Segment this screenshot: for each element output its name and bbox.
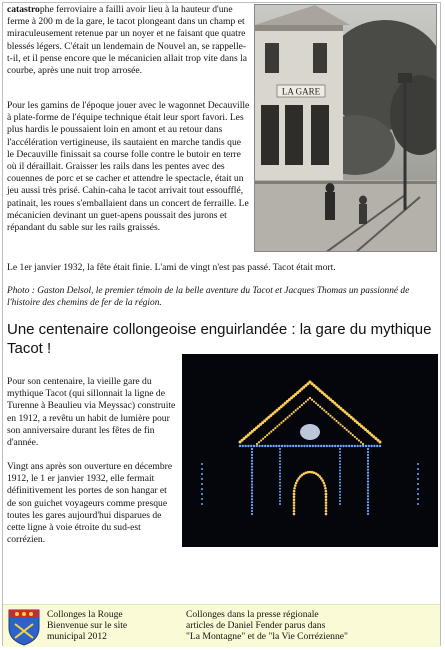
light-bulb (313, 400, 315, 402)
light-bulb (339, 503, 341, 505)
light-bulb (337, 445, 339, 447)
light-bulb (417, 488, 419, 490)
light-bulb (251, 513, 253, 515)
light-bulb (350, 432, 352, 434)
light-bulb (339, 476, 341, 478)
light-bulb (201, 473, 203, 475)
light-bulb (303, 402, 305, 404)
light-bulb (278, 423, 280, 425)
light-bulb (367, 498, 369, 500)
light-bulb (289, 445, 291, 447)
light-bulb (352, 434, 354, 436)
light-bulb (325, 504, 328, 507)
light-bulb (279, 494, 281, 496)
light-bulb (201, 493, 203, 495)
light-bulb (367, 513, 369, 515)
light-bulb (293, 510, 296, 513)
light-bulb (362, 445, 364, 447)
light-bulb (356, 445, 358, 447)
light-bulb (417, 503, 419, 505)
footer-home-line-2: Bienvenue sur le site (47, 620, 128, 632)
light-bulb (251, 498, 253, 500)
light-bulb (279, 466, 281, 468)
light-bulb (270, 445, 272, 447)
light-bulb (251, 483, 253, 485)
light-bulb (367, 501, 369, 503)
light-bulb (264, 436, 266, 438)
light-bulb (417, 493, 419, 495)
light-bulb (417, 478, 419, 480)
light-bulb (279, 463, 281, 465)
light-bulb (279, 460, 281, 462)
light-bulb (289, 415, 291, 417)
light-bulb (348, 445, 350, 447)
light-bulb (346, 429, 348, 431)
light-bulb (314, 445, 316, 447)
light-bulb (201, 463, 203, 465)
light-bulb (328, 445, 330, 447)
light-bulb (367, 448, 369, 450)
light-bulb (324, 487, 327, 490)
coat-of-arms-icon (7, 608, 41, 646)
light-bulb (325, 513, 328, 516)
light-bulb (298, 445, 300, 447)
light-bulb (360, 441, 362, 443)
light-bulb (293, 513, 296, 516)
light-bulb (251, 460, 253, 462)
light-bulb (282, 420, 284, 422)
light-bulb (279, 488, 281, 490)
paragraph-accident-lead: catastro (7, 4, 40, 15)
light-bulb (293, 496, 296, 499)
light-bulb (417, 463, 419, 465)
light-bulb (339, 454, 341, 456)
light-bulb (358, 439, 360, 441)
light-bulb (339, 479, 341, 481)
light-bulb (367, 504, 369, 506)
light-bulb (329, 415, 331, 417)
light-bulb (251, 451, 253, 453)
light-bulb (201, 498, 203, 500)
light-bulb (315, 402, 317, 404)
light-bulb (268, 432, 270, 434)
light-bulb (379, 441, 382, 444)
light-bulb (323, 445, 325, 447)
light-bulb (348, 431, 350, 433)
light-bulb (251, 469, 253, 471)
light-bulb (293, 501, 296, 504)
light-bulb (201, 483, 203, 485)
light-bulb (279, 491, 281, 493)
light-bulb (264, 445, 266, 447)
light-bulb (201, 468, 203, 470)
light-bulb (251, 492, 253, 494)
light-bulb (294, 484, 297, 487)
light-bulb (325, 411, 327, 413)
light-bulb (274, 427, 276, 429)
light-bulb (261, 445, 263, 447)
light-bulb (276, 425, 278, 427)
light-bulb (311, 399, 313, 401)
paragraph-accident (7, 4, 250, 77)
light-bulb (251, 457, 253, 459)
light-bulb (337, 422, 339, 424)
light-bulb (339, 448, 341, 450)
light-bulb (296, 479, 299, 482)
light-bulb (293, 498, 296, 501)
light-bulb (301, 404, 303, 406)
light-bulb (279, 451, 281, 453)
light-bulb (279, 503, 281, 505)
light-bulb (368, 445, 370, 447)
light-bulb (293, 493, 296, 496)
light-bulb (362, 443, 364, 445)
light-bulb (367, 451, 369, 453)
light-bulb (306, 445, 308, 447)
light-bulb (376, 445, 378, 447)
footer-press-line-3: "La Montagne" et de "la Vie Corrézienne" (186, 631, 348, 643)
light-bulb (325, 510, 328, 513)
light-bulb (279, 476, 281, 478)
light-bulb (251, 472, 253, 474)
light-bulb (279, 457, 281, 459)
light-bulb (367, 495, 369, 497)
fete-line: Le 1er janvier 1932, la fête était finie. L'ami de vingt n'est pas passé. Tacot était mort. (7, 262, 336, 273)
light-bulb (339, 482, 341, 484)
light-bulb (365, 445, 367, 447)
light-bulb (201, 488, 203, 490)
light-bulb (339, 488, 341, 490)
light-bulb (339, 463, 341, 465)
light-bulb (417, 498, 419, 500)
light-bulb (295, 409, 297, 411)
light-bulb (279, 469, 281, 471)
light-bulb (251, 463, 253, 465)
light-bulb (279, 500, 281, 502)
light-bulb (367, 472, 369, 474)
paragraph-accident-text: phe ferroviaire a failli avoir lieu à la hauteur d'une ferme à 200 m de la gare, le tacot plongeant dans un champ et miraculeusement retenue par un noyer et ne faisant que quatre blessés légers. C'était un lendemain de Nouvel an, se rappelle-t-il, et il pense encore que le mécanicien allait trop vite dans la courbe, après une nuit trop arrosée. (7, 4, 248, 77)
light-bulb (325, 496, 328, 499)
light-bulb (325, 501, 328, 504)
site-footer (3, 604, 440, 647)
light-bulb (309, 445, 311, 447)
light-glow (300, 424, 320, 440)
light-bulb (340, 445, 342, 447)
light-bulb (250, 445, 252, 447)
light-bulb (417, 483, 419, 485)
light-bulb (251, 510, 253, 512)
light-bulb (331, 416, 333, 418)
light-bulb (339, 472, 341, 474)
light-bulb (367, 507, 369, 509)
light-bulb (266, 434, 268, 436)
light-bulb (317, 404, 319, 406)
light-bulb (244, 445, 246, 447)
light-bulb (307, 399, 309, 401)
light-bulb (339, 451, 341, 453)
light-bulb (295, 445, 297, 447)
light-bulb (251, 466, 253, 468)
light-bulb (293, 504, 296, 507)
section-heading: Une centenaire collongeoise enguirlandée : la gare du mythique Tacot ! (7, 321, 432, 357)
footer-press-link[interactable] (186, 609, 436, 643)
light-bulb (251, 501, 253, 503)
light-bulb (344, 427, 346, 429)
light-bulb (417, 468, 419, 470)
light-bulb (354, 436, 356, 438)
light-bulb (356, 438, 358, 440)
light-bulb (367, 460, 369, 462)
light-bulb (379, 445, 381, 447)
light-bulb (320, 477, 323, 480)
light-bulb (367, 469, 369, 471)
light-bulb (325, 490, 328, 493)
light-bulb (279, 454, 281, 456)
light-bulb (267, 445, 269, 447)
light-bulb (286, 416, 288, 418)
light-bulb (339, 457, 341, 459)
light-bulb (247, 445, 249, 447)
light-bulb (279, 448, 281, 450)
light-bulb (279, 472, 281, 474)
light-bulb (293, 487, 296, 490)
illuminated-station-photo (182, 354, 438, 547)
light-bulb (339, 497, 341, 499)
light-bulb (317, 445, 319, 447)
light-bulb (339, 500, 341, 502)
station-sign-text: LA GARE (281, 86, 321, 97)
light-bulb (367, 466, 369, 468)
light-bulb (342, 425, 344, 427)
light-bulb (321, 408, 323, 410)
light-bulb (251, 486, 253, 488)
light-bulb (339, 485, 341, 487)
light-bulb (256, 445, 258, 447)
light-bulb (251, 504, 253, 506)
light-bulb (297, 408, 299, 410)
light-bulb (256, 443, 258, 445)
light-bulb (251, 448, 253, 450)
light-bulb (239, 445, 241, 447)
light-bulb (325, 507, 328, 510)
light-bulb (253, 445, 255, 447)
light-bulb (339, 466, 341, 468)
light-bulb (258, 441, 260, 443)
paragraph-decauville: Pour les gamins de l'époque jouer avec le wagonnet Decauville à plate-forme de l'équipe technique était leur sport favori. Les plus hardis le poussaient loin en amont et au retour dans l'accélération vertigineuse, ils sautaient en marche tandis que le Decauville finissait sa course folle contre le butoir en terre où il déraillait. Graisser les rails dans les pentes avec des couennes de porc et se cacher et attendre le spectacle, était un jeu aussi très prisé. Cahin-caha le tacot arrivait tout essoufflé, patinait, les roues s'emballaient dans un concert de ferraille. Le mécanicien devinant un guet-apens poussait des jurons et répandant du sable sur les rails graissés. (7, 100, 250, 234)
light-bulb (305, 400, 307, 402)
light-bulb (331, 445, 333, 447)
light-bulb (242, 445, 244, 447)
light-bulb (293, 411, 295, 413)
paragraph-centenary: Pour son centenaire, la vieille gare du mythique Tacot (qui sillonnait la ligne de Turenne à Beaulieu via Meyssac) construite en 1912, a revêtu un habit de lumière pour son anniversaire durant les fêtes de fin d'année. (7, 376, 176, 449)
light-bulb (367, 492, 369, 494)
light-bulb (367, 457, 369, 459)
light-bulb (303, 445, 305, 447)
light-bulb (326, 445, 328, 447)
light-bulb (309, 397, 311, 399)
light-bulb (281, 445, 283, 447)
light-bulb (201, 503, 203, 505)
light-bulb (300, 445, 302, 447)
light-bulb (272, 429, 274, 431)
light-bulb (325, 493, 328, 496)
light-bulb (293, 490, 296, 493)
footer-home-link[interactable] (47, 609, 187, 643)
light-bulb (299, 406, 301, 408)
light-bulb (251, 474, 253, 476)
light-bulb (367, 480, 369, 482)
light-bulb (321, 479, 324, 482)
footer-home-line-1: Collonges la Rouge (47, 609, 123, 620)
light-bulb (339, 494, 341, 496)
light-bulb (367, 454, 369, 456)
light-bulb (367, 489, 369, 491)
light-bulb (279, 497, 281, 499)
illuminated-station-svg (182, 354, 438, 547)
light-bulb (292, 445, 294, 447)
light-bulb (293, 507, 296, 510)
light-bulb (417, 473, 419, 475)
light-bulb (342, 445, 344, 447)
light-bulb (251, 507, 253, 509)
light-bulb (286, 445, 288, 447)
light-bulb (251, 477, 253, 479)
light-bulb (354, 445, 356, 447)
light-bulb (279, 485, 281, 487)
light-bulb (351, 445, 353, 447)
light-bulb (339, 460, 341, 462)
light-bulb (260, 439, 262, 441)
light-bulb (278, 445, 280, 447)
light-bulb (284, 418, 286, 420)
light-bulb (284, 445, 286, 447)
paragraph-closure: Vingt ans après son ouverture en décembre 1912, le 1 er janvier 1932, elle fermait définitivement les portes de son hangar et de son guichet voyageurs comme presque toutes les gares aujourd'hui disparues de cette ligne à voie étroite du sud-est corrézien. (7, 461, 173, 546)
light-bulb (319, 406, 321, 408)
light-bulb (280, 422, 282, 424)
light-bulb (359, 445, 361, 447)
station-photo-vintage (254, 4, 437, 252)
light-bulb (345, 445, 347, 447)
light-bulb (272, 445, 274, 447)
light-bulb (339, 491, 341, 493)
light-bulb (291, 413, 293, 415)
light-bulb (275, 445, 277, 447)
light-bulb (370, 445, 372, 447)
light-bulb (325, 498, 328, 501)
photo-credit: Photo : Gaston Delsol, le premier témoin de la belle aventure du Tacot et Jacques Thomas un passionné de l'histoire des chemins de fer de la région. (7, 286, 410, 308)
light-bulb (333, 418, 335, 420)
light-bulb (335, 420, 337, 422)
light-bulb (323, 484, 326, 487)
footer-press-line-2: articles de Daniel Fender parus dans (186, 620, 326, 632)
light-bulb (279, 482, 281, 484)
light-bulb (323, 482, 326, 485)
light-bulb (251, 480, 253, 482)
light-bulb (279, 479, 281, 481)
light-bulb (367, 474, 369, 476)
light-bulb (312, 445, 314, 447)
light-bulb (327, 413, 329, 415)
light-bulb (323, 409, 325, 411)
light-bulb (258, 445, 260, 447)
light-bulb (251, 454, 253, 456)
light-bulb (339, 469, 341, 471)
light-bulb (367, 477, 369, 479)
light-bulb (367, 463, 369, 465)
light-bulb (320, 445, 322, 447)
light-bulb (270, 431, 272, 433)
footer-press-line-1: Collonges dans la presse régionale (186, 609, 319, 620)
footer-home-line-3: municipal 2012 (47, 631, 107, 643)
light-bulb (334, 445, 336, 447)
light-bulb (367, 483, 369, 485)
light-bulb (295, 482, 298, 485)
light-bulb (367, 510, 369, 512)
light-bulb (251, 495, 253, 497)
light-bulb (367, 486, 369, 488)
light-bulb (339, 423, 341, 425)
light-bulb (262, 438, 264, 440)
light-bulb (251, 489, 253, 491)
light-bulb (201, 478, 203, 480)
light-bulb (373, 445, 375, 447)
